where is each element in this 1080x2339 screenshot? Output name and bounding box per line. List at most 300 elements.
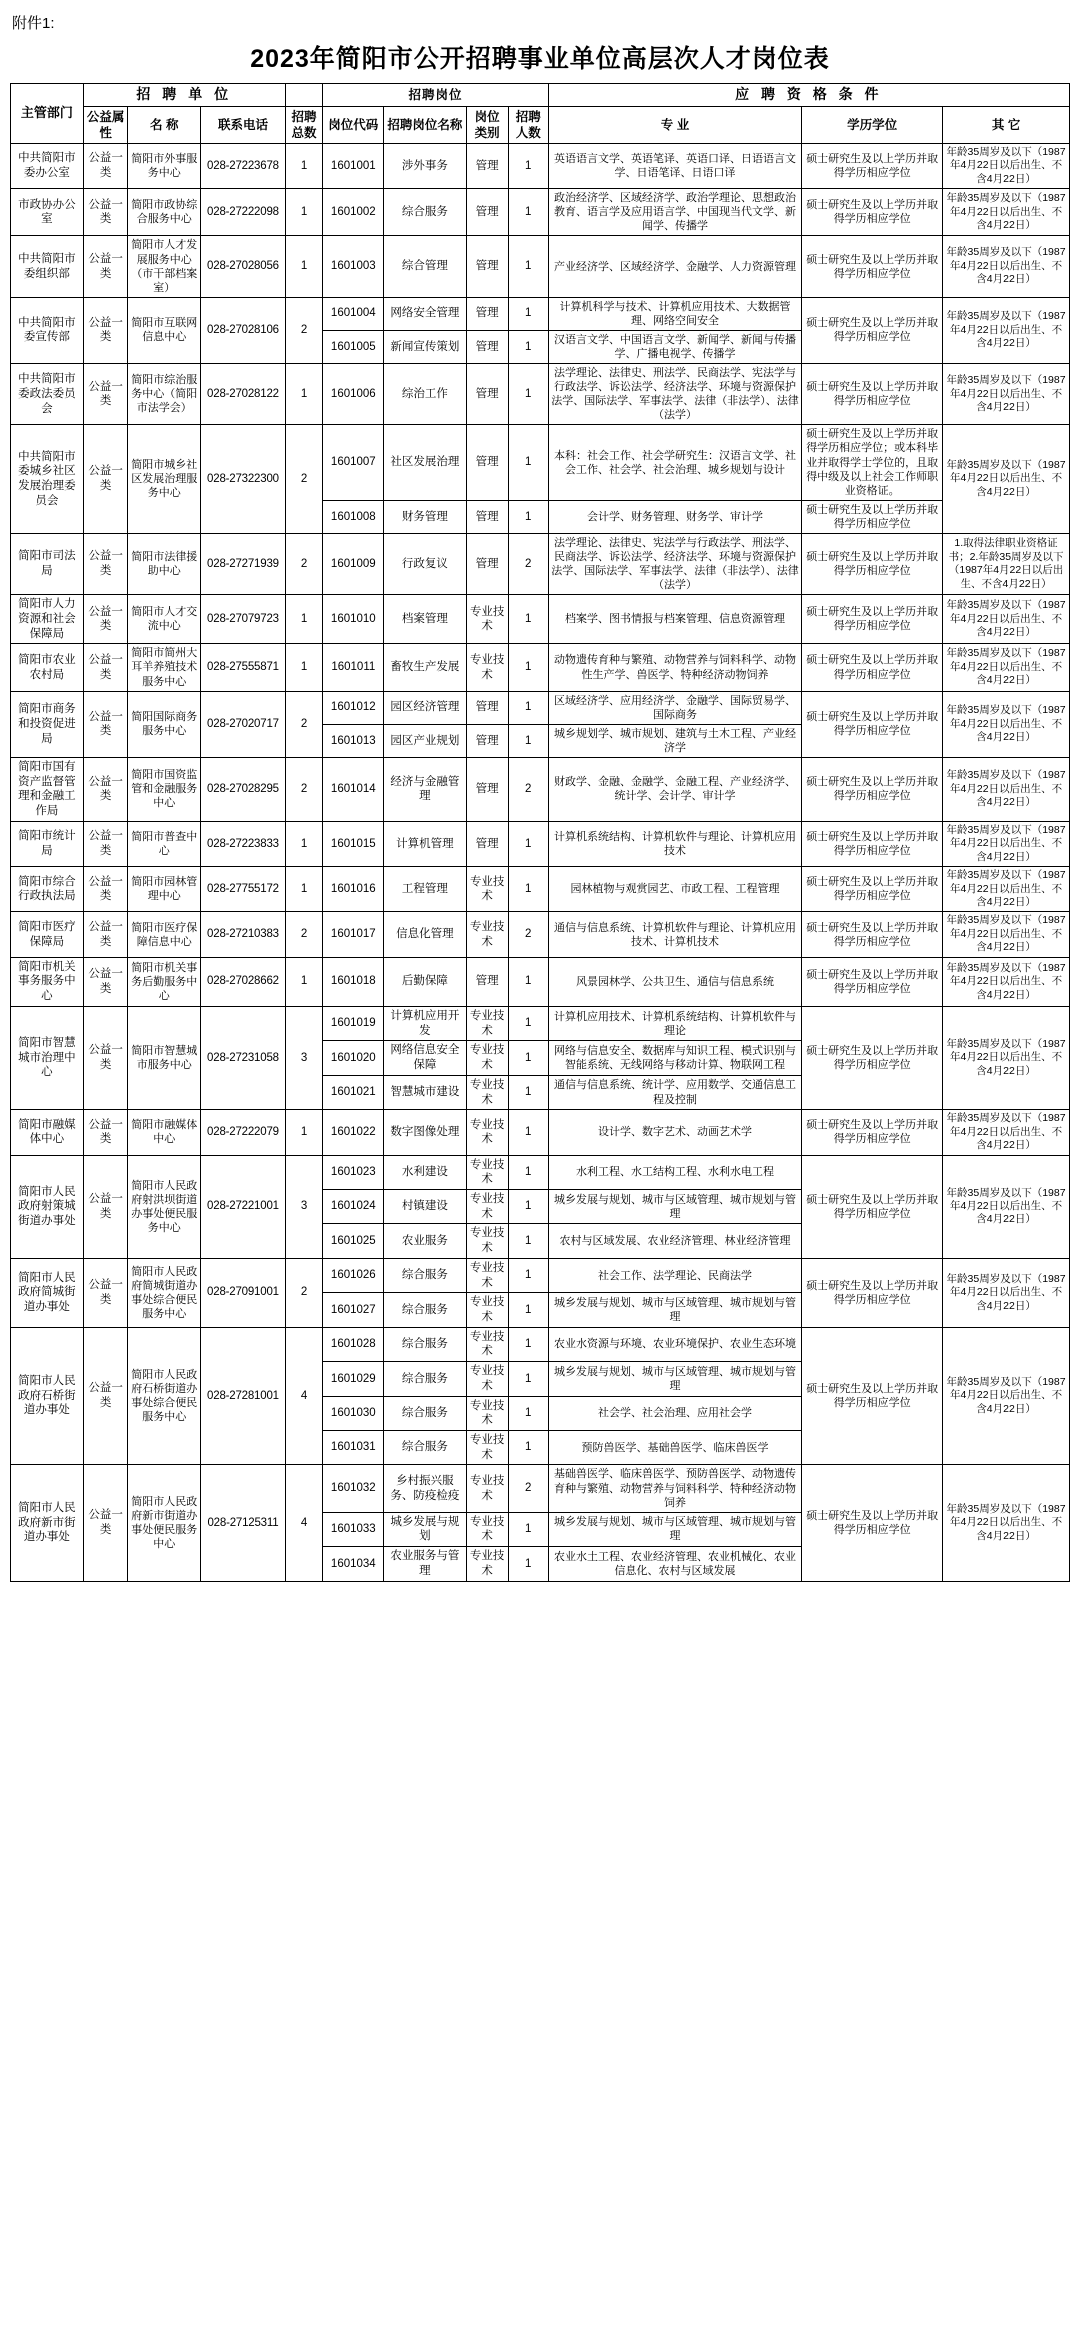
cell-post-code: 1601003 xyxy=(323,236,384,297)
cell-major: 城乡发展与规划、城市与区域管理、城市规划与管理 xyxy=(548,1189,802,1223)
cell-post-type: 专业技术 xyxy=(466,1224,508,1258)
cell-phone: 028-27020717 xyxy=(201,691,286,757)
cell-post-type: 专业技术 xyxy=(466,1006,508,1040)
cell-other: 年龄35周岁及以下（1987年4月22日以后出生、不含4月22日） xyxy=(943,957,1070,1006)
cell-major: 汉语言文学、中国语言文学、新闻学、新闻与传播学、广播电视学、传播学 xyxy=(548,330,802,363)
cell-post-count: 1 xyxy=(508,957,548,1006)
cell-post-count: 1 xyxy=(508,644,548,691)
cell-post-code: 1601033 xyxy=(323,1512,384,1546)
cell-welfare: 公益一类 xyxy=(83,757,128,821)
cell-dept: 中共简阳市委宣传部 xyxy=(11,297,84,363)
cell-post-count: 1 xyxy=(508,1258,548,1292)
cell-post-count: 1 xyxy=(508,1327,548,1361)
cell-post-type: 管理 xyxy=(466,821,508,866)
cell-post-name: 财务管理 xyxy=(384,500,466,533)
cell-post-count: 1 xyxy=(508,236,548,297)
header-major: 专 业 xyxy=(548,106,802,143)
cell-dept: 简阳市国有资产监督管理和金融工作局 xyxy=(11,757,84,821)
cell-post-name: 园区产业规划 xyxy=(384,724,466,757)
cell-post-code: 1601019 xyxy=(323,1006,384,1040)
cell-welfare: 公益一类 xyxy=(83,821,128,866)
cell-unit: 简阳市医疗保障信息中心 xyxy=(128,912,201,957)
cell-post-type: 管理 xyxy=(466,364,508,425)
cell-post-type: 专业技术 xyxy=(466,912,508,957)
table-row xyxy=(11,425,1070,500)
cell-unit: 简阳市人才交流中心 xyxy=(128,595,201,644)
cell-major: 财政学、金融、金融学、金融工程、产业经济学、统计学、会计学、审计学 xyxy=(548,757,802,821)
cell-other: 年龄35周岁及以下（1987年4月22日以后出生、不含4月22日） xyxy=(943,297,1070,363)
cell-dept: 简阳市人民政府石桥街道办事处 xyxy=(11,1327,84,1465)
cell-total: 1 xyxy=(285,236,323,297)
cell-unit: 简阳市融媒体中心 xyxy=(128,1110,201,1155)
cell-post-type: 管理 xyxy=(466,724,508,757)
cell-welfare: 公益一类 xyxy=(83,1258,128,1327)
cell-dept: 简阳市人民政府简城街道办事处 xyxy=(11,1258,84,1327)
cell-education: 硕士研究生及以上学历并取得学历相应学位 xyxy=(802,821,943,866)
cell-post-code: 1601016 xyxy=(323,867,384,912)
table-row xyxy=(11,189,1070,236)
cell-post-code: 1601032 xyxy=(323,1465,384,1512)
cell-major: 本科：社会工作、社会学研究生：汉语言文学、社会工作、社会学、社会治理、城乡规划与设计 xyxy=(548,425,802,500)
cell-post-count: 1 xyxy=(508,330,548,363)
cell-post-count: 2 xyxy=(508,533,548,594)
cell-education: 硕士研究生及以上学历并取得学历相应学位 xyxy=(802,236,943,297)
cell-post-name: 综合服务 xyxy=(384,189,466,236)
cell-major: 区域经济学、应用经济学、金融学、国际贸易学、国际商务 xyxy=(548,691,802,724)
cell-total: 4 xyxy=(285,1327,323,1465)
header-post-name: 招聘岗位名称 xyxy=(384,106,466,143)
table-row xyxy=(11,957,1070,1006)
cell-phone: 028-27028122 xyxy=(201,364,286,425)
cell-total: 2 xyxy=(285,533,323,594)
cell-other: 年龄35周岁及以下（1987年4月22日以后出生、不含4月22日） xyxy=(943,1006,1070,1109)
cell-post-code: 1601006 xyxy=(323,364,384,425)
cell-welfare: 公益一类 xyxy=(83,867,128,912)
table-row xyxy=(11,1327,1070,1361)
cell-post-code: 1601017 xyxy=(323,912,384,957)
cell-other: 年龄35周岁及以下（1987年4月22日以后出生、不含4月22日） xyxy=(943,189,1070,236)
cell-major: 城乡发展与规划、城市与区域管理、城市规划与管理 xyxy=(548,1362,802,1396)
cell-post-count: 1 xyxy=(508,1189,548,1223)
cell-major: 农业水土工程、农业经济管理、农业机械化、农业信息化、农村与区域发展 xyxy=(548,1547,802,1581)
cell-unit: 简阳市城乡社区发展治理服务中心 xyxy=(128,425,201,534)
cell-dept: 简阳市统计局 xyxy=(11,821,84,866)
cell-welfare: 公益一类 xyxy=(83,297,128,363)
cell-phone: 028-27223833 xyxy=(201,821,286,866)
cell-major: 城乡发展与规划、城市与区域管理、城市规划与管理 xyxy=(548,1512,802,1546)
table-row xyxy=(11,1006,1070,1040)
cell-post-code: 1601021 xyxy=(323,1075,384,1109)
cell-welfare: 公益一类 xyxy=(83,912,128,957)
cell-major: 计算机系统结构、计算机软件与理论、计算机应用技术 xyxy=(548,821,802,866)
cell-phone: 028-27322300 xyxy=(201,425,286,534)
cell-phone: 028-27271939 xyxy=(201,533,286,594)
cell-welfare: 公益一类 xyxy=(83,644,128,691)
cell-welfare: 公益一类 xyxy=(83,957,128,1006)
cell-other: 年龄35周岁及以下（1987年4月22日以后出生、不含4月22日） xyxy=(943,644,1070,691)
cell-post-code: 1601004 xyxy=(323,297,384,330)
cell-post-name: 综治工作 xyxy=(384,364,466,425)
cell-welfare: 公益一类 xyxy=(83,691,128,757)
cell-welfare: 公益一类 xyxy=(83,595,128,644)
cell-major: 城乡发展与规划、城市与区域管理、城市规划与管理 xyxy=(548,1293,802,1327)
table-row xyxy=(11,143,1070,188)
cell-welfare: 公益一类 xyxy=(83,1327,128,1465)
cell-post-type: 专业技术 xyxy=(466,1189,508,1223)
cell-total: 1 xyxy=(285,644,323,691)
cell-post-code: 1601001 xyxy=(323,143,384,188)
cell-major: 英语语言文学、英语笔译、英语口译、日语语言文学、日语笔译、日语口译 xyxy=(548,143,802,188)
table-row xyxy=(11,691,1070,724)
cell-post-count: 1 xyxy=(508,364,548,425)
cell-major: 通信与信息系统、统计学、应用数学、交通信息工程及控制 xyxy=(548,1075,802,1109)
cell-post-count: 1 xyxy=(508,1110,548,1155)
cell-post-code: 1601010 xyxy=(323,595,384,644)
cell-post-type: 专业技术 xyxy=(466,1396,508,1430)
cell-dept: 简阳市医疗保障局 xyxy=(11,912,84,957)
cell-post-name: 工程管理 xyxy=(384,867,466,912)
cell-post-type: 专业技术 xyxy=(466,595,508,644)
cell-post-count: 1 xyxy=(508,691,548,724)
cell-phone: 028-27028662 xyxy=(201,957,286,1006)
cell-major: 档案学、图书情报与档案管理、信息资源管理 xyxy=(548,595,802,644)
cell-post-name: 综合管理 xyxy=(384,236,466,297)
cell-major: 法学理论、法律史、宪法学与行政法学、刑法学、民商法学、诉讼法学、经济法学、环境与资源保护法学、国际法学、军事法学、法律（非法学）、法律（法学） xyxy=(548,533,802,594)
cell-post-name: 计算机管理 xyxy=(384,821,466,866)
cell-post-type: 专业技术 xyxy=(466,1075,508,1109)
cell-total: 2 xyxy=(285,1258,323,1327)
cell-major: 会计学、财务管理、财务学、审计学 xyxy=(548,500,802,533)
cell-unit: 简阳市智慧城市服务中心 xyxy=(128,1006,201,1109)
cell-post-type: 专业技术 xyxy=(466,1110,508,1155)
cell-total: 3 xyxy=(285,1155,323,1258)
cell-unit: 简阳市人才发展服务中心（市干部档案室） xyxy=(128,236,201,297)
cell-education: 硕士研究生及以上学历并取得学历相应学位 xyxy=(802,644,943,691)
cell-unit: 简阳市外事服务中心 xyxy=(128,143,201,188)
cell-other: 年龄35周岁及以下（1987年4月22日以后出生、不含4月22日） xyxy=(943,1465,1070,1581)
cell-post-count: 1 xyxy=(508,1075,548,1109)
cell-post-code: 1601008 xyxy=(323,500,384,533)
cell-post-name: 新闻宣传策划 xyxy=(384,330,466,363)
cell-major: 产业经济学、区域经济学、金融学、人力资源管理 xyxy=(548,236,802,297)
cell-dept: 中共简阳市委办公室 xyxy=(11,143,84,188)
cell-phone: 028-27125311 xyxy=(201,1465,286,1581)
cell-post-code: 1601023 xyxy=(323,1155,384,1189)
cell-post-count: 1 xyxy=(508,297,548,330)
cell-total: 1 xyxy=(285,821,323,866)
cell-post-code: 1601022 xyxy=(323,1110,384,1155)
cell-phone: 028-27222079 xyxy=(201,1110,286,1155)
cell-major: 水利工程、水工结构工程、水利水电工程 xyxy=(548,1155,802,1189)
cell-other: 年龄35周岁及以下（1987年4月22日以后出生、不含4月22日） xyxy=(943,595,1070,644)
table-row xyxy=(11,1110,1070,1155)
cell-dept: 简阳市融媒体中心 xyxy=(11,1110,84,1155)
cell-other: 年龄35周岁及以下（1987年4月22日以后出生、不含4月22日） xyxy=(943,757,1070,821)
cell-post-code: 1601002 xyxy=(323,189,384,236)
cell-post-code: 1601027 xyxy=(323,1293,384,1327)
cell-post-count: 1 xyxy=(508,1224,548,1258)
cell-major: 社会学、社会治理、应用社会学 xyxy=(548,1396,802,1430)
cell-post-name: 计算机应用开发 xyxy=(384,1006,466,1040)
header-phone: 联系电话 xyxy=(201,106,286,143)
header-post-code: 岗位代码 xyxy=(323,106,384,143)
cell-education: 硕士研究生及以上学历并取得学历相应学位 xyxy=(802,595,943,644)
cell-post-name: 经济与金融管理 xyxy=(384,757,466,821)
cell-dept: 简阳市司法局 xyxy=(11,533,84,594)
cell-post-count: 2 xyxy=(508,1465,548,1512)
cell-welfare: 公益一类 xyxy=(83,364,128,425)
cell-total: 1 xyxy=(285,1110,323,1155)
cell-unit: 简阳市互联网信息中心 xyxy=(128,297,201,363)
cell-post-type: 专业技术 xyxy=(466,1512,508,1546)
page-title: 2023年简阳市公开招聘事业单位高层次人才岗位表 xyxy=(250,45,830,73)
header-education: 学历学位 xyxy=(802,106,943,143)
header-dept: 主管部门 xyxy=(11,84,84,144)
cell-major: 农村与区域发展、农业经济管理、林业经济管理 xyxy=(548,1224,802,1258)
cell-post-count: 1 xyxy=(508,867,548,912)
cell-major: 社会工作、法学理论、民商法学 xyxy=(548,1258,802,1292)
cell-post-count: 1 xyxy=(508,1431,548,1465)
cell-education: 硕士研究生及以上学历并取得学历相应学位 xyxy=(802,1465,943,1581)
cell-post-type: 专业技术 xyxy=(466,867,508,912)
cell-welfare: 公益一类 xyxy=(83,236,128,297)
cell-post-count: 1 xyxy=(508,1006,548,1040)
cell-post-code: 1601013 xyxy=(323,724,384,757)
cell-post-code: 1601030 xyxy=(323,1396,384,1430)
cell-total: 2 xyxy=(285,757,323,821)
table-header-row-1 xyxy=(11,84,1070,107)
cell-post-count: 2 xyxy=(508,912,548,957)
cell-welfare: 公益一类 xyxy=(83,425,128,534)
cell-unit: 简阳市人民政府射洪坝街道办事处便民服务中心 xyxy=(128,1155,201,1258)
cell-other: 年龄35周岁及以下（1987年4月22日以后出生、不含4月22日） xyxy=(943,143,1070,188)
table-row xyxy=(11,644,1070,691)
cell-major: 法学理论、法律史、刑法学、民商法学、宪法学与行政法学、诉讼法学、经济法学、环境与资源保护法学、国际法学、军事法学、法律（非法学）、法律（法学） xyxy=(548,364,802,425)
cell-total: 1 xyxy=(285,957,323,1006)
cell-welfare: 公益一类 xyxy=(83,533,128,594)
cell-other: 年龄35周岁及以下（1987年4月22日以后出生、不含4月22日） xyxy=(943,821,1070,866)
table-row xyxy=(11,595,1070,644)
cell-post-code: 1601034 xyxy=(323,1547,384,1581)
cell-phone: 028-27221001 xyxy=(201,1155,286,1258)
cell-post-name: 综合服务 xyxy=(384,1362,466,1396)
cell-post-type: 专业技术 xyxy=(466,1258,508,1292)
cell-major: 园林植物与观赏园艺、市政工程、工程管理 xyxy=(548,867,802,912)
cell-unit: 简阳市政协综合服务中心 xyxy=(128,189,201,236)
table-row xyxy=(11,236,1070,297)
cell-dept: 市政协办公室 xyxy=(11,189,84,236)
cell-post-name: 综合服务 xyxy=(384,1293,466,1327)
cell-total: 1 xyxy=(285,867,323,912)
cell-post-type: 管理 xyxy=(466,425,508,500)
cell-phone: 028-27281001 xyxy=(201,1327,286,1465)
cell-unit: 简阳市人民政府简城街道办事处综合便民服务中心 xyxy=(128,1258,201,1327)
cell-post-type: 专业技术 xyxy=(466,1465,508,1512)
cell-welfare: 公益一类 xyxy=(83,1006,128,1109)
cell-post-type: 专业技术 xyxy=(466,1041,508,1075)
table-row xyxy=(11,364,1070,425)
cell-education: 硕士研究生及以上学历并取得学历相应学位 xyxy=(802,1155,943,1258)
cell-other: 年龄35周岁及以下（1987年4月22日以后出生、不含4月22日） xyxy=(943,912,1070,957)
cell-welfare: 公益一类 xyxy=(83,189,128,236)
cell-unit: 简阳市法律援助中心 xyxy=(128,533,201,594)
cell-post-count: 1 xyxy=(508,425,548,500)
cell-post-code: 1601025 xyxy=(323,1224,384,1258)
table-row xyxy=(11,1155,1070,1189)
cell-post-name: 水利建设 xyxy=(384,1155,466,1189)
cell-other: 年龄35周岁及以下（1987年4月22日以后出生、不含4月22日） xyxy=(943,867,1070,912)
cell-major: 预防兽医学、基础兽医学、临床兽医学 xyxy=(548,1431,802,1465)
cell-post-type: 管理 xyxy=(466,236,508,297)
cell-post-count: 1 xyxy=(508,724,548,757)
cell-post-code: 1601012 xyxy=(323,691,384,724)
cell-dept: 简阳市机关事务服务中心 xyxy=(11,957,84,1006)
cell-major: 城乡规划学、城市规划、建筑与土木工程、产业经济学 xyxy=(548,724,802,757)
cell-post-name: 行政复议 xyxy=(384,533,466,594)
cell-dept: 简阳市人民政府新市街道办事处 xyxy=(11,1465,84,1581)
cell-post-name: 园区经济管理 xyxy=(384,691,466,724)
table-row xyxy=(11,757,1070,821)
cell-post-type: 管理 xyxy=(466,533,508,594)
cell-post-name: 综合服务 xyxy=(384,1431,466,1465)
cell-post-code: 1601018 xyxy=(323,957,384,1006)
cell-post-code: 1601028 xyxy=(323,1327,384,1361)
cell-phone: 028-27223678 xyxy=(201,143,286,188)
cell-unit: 简阳市人民政府新市街道办事处便民服务中心 xyxy=(128,1465,201,1581)
cell-unit: 简阳市人民政府石桥街道办事处综合便民服务中心 xyxy=(128,1327,201,1465)
cell-education: 硕士研究生及以上学历并取得学历相应学位 xyxy=(802,957,943,1006)
cell-post-type: 管理 xyxy=(466,500,508,533)
cell-other: 年龄35周岁及以下（1987年4月22日以后出生、不含4月22日） xyxy=(943,425,1070,534)
cell-major: 风景园林学、公共卫生、通信与信息系统 xyxy=(548,957,802,1006)
cell-total: 4 xyxy=(285,1465,323,1581)
cell-post-code: 1601015 xyxy=(323,821,384,866)
cell-dept: 简阳市农业农村局 xyxy=(11,644,84,691)
cell-education: 硕士研究生及以上学历并取得学历相应学位 xyxy=(802,867,943,912)
cell-welfare: 公益一类 xyxy=(83,143,128,188)
cell-post-name: 网络安全管理 xyxy=(384,297,466,330)
cell-post-code: 1601024 xyxy=(323,1189,384,1223)
cell-major: 通信与信息系统、计算机软件与理论、计算机应用技术、计算机技术 xyxy=(548,912,802,957)
cell-post-type: 管理 xyxy=(466,957,508,1006)
cell-dept: 简阳市商务和投资促进局 xyxy=(11,691,84,757)
cell-welfare: 公益一类 xyxy=(83,1110,128,1155)
cell-total: 1 xyxy=(285,364,323,425)
cell-major: 网络与信息安全、数据库与知识工程、模式识别与智能系统、无线网络与移动计算、物联网工程 xyxy=(548,1041,802,1075)
cell-phone: 028-27222098 xyxy=(201,189,286,236)
header-post-type: 岗位类别 xyxy=(466,106,508,143)
cell-total: 1 xyxy=(285,189,323,236)
cell-welfare: 公益一类 xyxy=(83,1465,128,1581)
cell-unit: 简阳市简州大耳羊养殖技术服务中心 xyxy=(128,644,201,691)
cell-other: 1.取得法律职业资格证书；2.年龄35周岁及以下（1987年4月22日以后出生、不含4月22日） xyxy=(943,533,1070,594)
cell-post-type: 专业技术 xyxy=(466,644,508,691)
cell-post-type: 专业技术 xyxy=(466,1547,508,1581)
cell-dept: 简阳市人民政府射策城街道办事处 xyxy=(11,1155,84,1258)
cell-dept: 简阳市智慧城市治理中心 xyxy=(11,1006,84,1109)
cell-phone: 028-27079723 xyxy=(201,595,286,644)
cell-post-name: 农业服务 xyxy=(384,1224,466,1258)
cell-other: 年龄35周岁及以下（1987年4月22日以后出生、不含4月22日） xyxy=(943,1327,1070,1465)
cell-post-type: 管理 xyxy=(466,297,508,330)
cell-education: 硕士研究生及以上学历并取得学历相应学位；或本科毕业并取得学士学位的，且取得中级及以上社会工作师职业资格证。 xyxy=(802,425,943,500)
cell-post-name: 数字图像处理 xyxy=(384,1110,466,1155)
cell-post-code: 1601011 xyxy=(323,644,384,691)
cell-post-name: 综合服务 xyxy=(384,1396,466,1430)
cell-education: 硕士研究生及以上学历并取得学历相应学位 xyxy=(802,297,943,363)
cell-post-name: 城乡发展与规划 xyxy=(384,1512,466,1546)
cell-education: 硕士研究生及以上学历并取得学历相应学位 xyxy=(802,1327,943,1465)
cell-post-name: 后勤保障 xyxy=(384,957,466,1006)
cell-post-count: 1 xyxy=(508,1547,548,1581)
cell-unit: 简阳市国资监管和金融服务中心 xyxy=(128,757,201,821)
cell-post-code: 1601031 xyxy=(323,1431,384,1465)
cell-major: 农业水资源与环境、农业环境保护、农业生态环境 xyxy=(548,1327,802,1361)
cell-other: 年龄35周岁及以下（1987年4月22日以后出生、不含4月22日） xyxy=(943,236,1070,297)
cell-education: 硕士研究生及以上学历并取得学历相应学位 xyxy=(802,1110,943,1155)
header-post-count: 招聘人数 xyxy=(508,106,548,143)
cell-dept: 简阳市人力资源和社会保障局 xyxy=(11,595,84,644)
cell-other: 年龄35周岁及以下（1987年4月22日以后出生、不含4月22日） xyxy=(943,691,1070,757)
header-recruit-post: 招聘岗位 xyxy=(323,84,548,107)
cell-major: 计算机科学与技术、计算机应用技术、大数据管理、网络空间安全 xyxy=(548,297,802,330)
cell-major: 动物遗传育种与繁殖、动物营养与饲料科学、动物性生产学、兽医学、特种经济动物饲养 xyxy=(548,644,802,691)
cell-post-name: 综合服务 xyxy=(384,1327,466,1361)
cell-education: 硕士研究生及以上学历并取得学历相应学位 xyxy=(802,1258,943,1327)
cell-total: 1 xyxy=(285,595,323,644)
cell-post-type: 专业技术 xyxy=(466,1362,508,1396)
cell-phone: 028-27091001 xyxy=(201,1258,286,1327)
cell-post-count: 1 xyxy=(508,1396,548,1430)
attachment-label: 附件1: xyxy=(12,15,55,32)
cell-phone: 028-27028106 xyxy=(201,297,286,363)
cell-post-code: 1601005 xyxy=(323,330,384,363)
recruitment-table xyxy=(10,83,1070,1582)
cell-post-type: 管理 xyxy=(466,691,508,724)
table-row xyxy=(11,533,1070,594)
cell-post-code: 1601007 xyxy=(323,425,384,500)
cell-post-name: 智慧城市建设 xyxy=(384,1075,466,1109)
cell-major: 计算机应用技术、计算机系统结构、计算机软件与理论 xyxy=(548,1006,802,1040)
table-row xyxy=(11,1258,1070,1292)
cell-post-name: 信息化管理 xyxy=(384,912,466,957)
cell-unit: 简阳市综治服务中心（简阳市法学会） xyxy=(128,364,201,425)
cell-major: 设计学、数字艺术、动画艺术学 xyxy=(548,1110,802,1155)
cell-other: 年龄35周岁及以下（1987年4月22日以后出生、不含4月22日） xyxy=(943,1258,1070,1327)
cell-other: 年龄35周岁及以下（1987年4月22日以后出生、不含4月22日） xyxy=(943,1155,1070,1258)
cell-post-count: 2 xyxy=(508,757,548,821)
cell-total: 2 xyxy=(285,297,323,363)
table-row xyxy=(11,297,1070,330)
cell-phone: 028-27755172 xyxy=(201,867,286,912)
cell-post-name: 网络信息安全保障 xyxy=(384,1041,466,1075)
cell-unit: 简阳市园林管理中心 xyxy=(128,867,201,912)
cell-post-code: 1601014 xyxy=(323,757,384,821)
cell-post-type: 专业技术 xyxy=(466,1293,508,1327)
cell-post-type: 管理 xyxy=(466,143,508,188)
cell-post-type: 专业技术 xyxy=(466,1431,508,1465)
cell-education: 硕士研究生及以上学历并取得学历相应学位 xyxy=(802,757,943,821)
table-row xyxy=(11,867,1070,912)
cell-post-name: 乡村振兴服务、防疫检疫 xyxy=(384,1465,466,1512)
cell-post-count: 1 xyxy=(508,1041,548,1075)
cell-other: 年龄35周岁及以下（1987年4月22日以后出生、不含4月22日） xyxy=(943,1110,1070,1155)
cell-education: 硕士研究生及以上学历并取得学历相应学位 xyxy=(802,500,943,533)
cell-education: 硕士研究生及以上学历并取得学历相应学位 xyxy=(802,189,943,236)
cell-post-count: 1 xyxy=(508,821,548,866)
cell-post-type: 专业技术 xyxy=(466,1155,508,1189)
cell-post-name: 农业服务与管理 xyxy=(384,1547,466,1581)
